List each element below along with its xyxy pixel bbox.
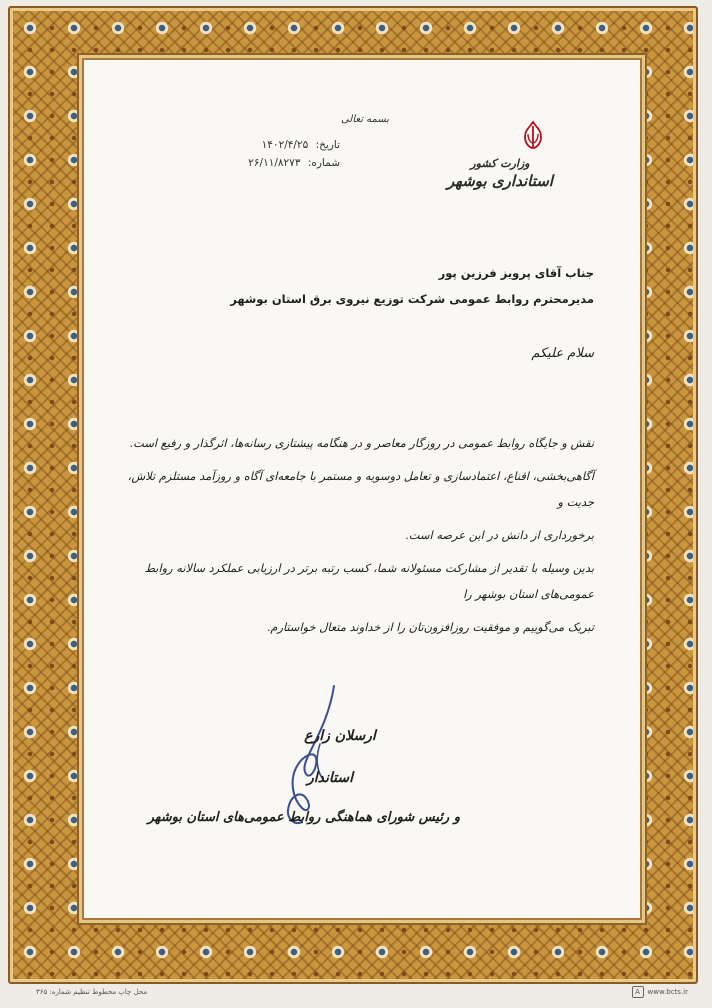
signature-block	[147, 728, 460, 825]
date-row	[180, 136, 340, 154]
date-value: ۱۴۰۲/۴/۲۵	[261, 139, 309, 151]
body-paragraph: آگاهی‌بخشی، اقناع، اعتمادسازی و تعامل دوسویه و مستمر با جامعه‌ای آگاه و روزآمد مستلزم تلاش، جدیت و	[127, 469, 594, 509]
number-row	[180, 154, 340, 172]
body-paragraph: بدین وسیله با تقدیر از مشارکت مسئولانه شما، کسب رتبه برتر در ارزیابی عملکرد سالانه روابط عمومی‌های استان بوشهر را	[144, 561, 594, 601]
footer-url: www.bcts.ir	[647, 988, 688, 996]
signer-role: و رئیس شورای هماهنگی روابط عمومی‌های استان بوشهر	[147, 810, 460, 825]
body-paragraph: برخورداری از دانش در این عرصه است.	[405, 528, 594, 542]
number-label: شماره:	[307, 157, 340, 169]
date-label: تاریخ:	[315, 139, 340, 151]
recipient-block	[174, 260, 594, 312]
footer-print-note: محل چاپ مخطوط تنظیم شماره: ۳۶۵	[36, 988, 148, 996]
ministry-header	[440, 157, 560, 190]
bismillah-text: بسمه تعالی	[340, 114, 390, 125]
body-paragraph: تبریک می‌گوییم و موفقیت روزافزون‌تان را از خداوند متعال خواستارم.	[266, 620, 594, 634]
recipient-name: جناب آقای پرویز فرزین پور	[438, 266, 594, 280]
signer-title: استاندار	[306, 770, 353, 786]
office-name: استانداری بوشهر	[447, 172, 553, 190]
recipient-position: مدیرمحترم روابط عمومی شرکت توزیع نیروی برق استان بوشهر	[230, 292, 594, 306]
printer-logo-icon: A	[632, 986, 644, 998]
greeting: سلام علیکم	[531, 346, 594, 361]
letter-body	[114, 430, 594, 647]
signer-name: ارسلان زارع	[304, 728, 376, 744]
footer-site	[632, 986, 689, 998]
body-paragraph: نقش و جایگاه روابط عمومی در روزگار معاصر و در هنگامه پیشتازی رسانه‌ها، اثرگذار و رفیع است.	[129, 436, 594, 450]
iran-emblem-icon	[519, 120, 547, 150]
number-value: ۲۶/۱۱/۸۲۷۳	[248, 157, 301, 169]
ministry-name: وزارت کشور	[470, 157, 530, 170]
letter-meta	[180, 136, 340, 172]
